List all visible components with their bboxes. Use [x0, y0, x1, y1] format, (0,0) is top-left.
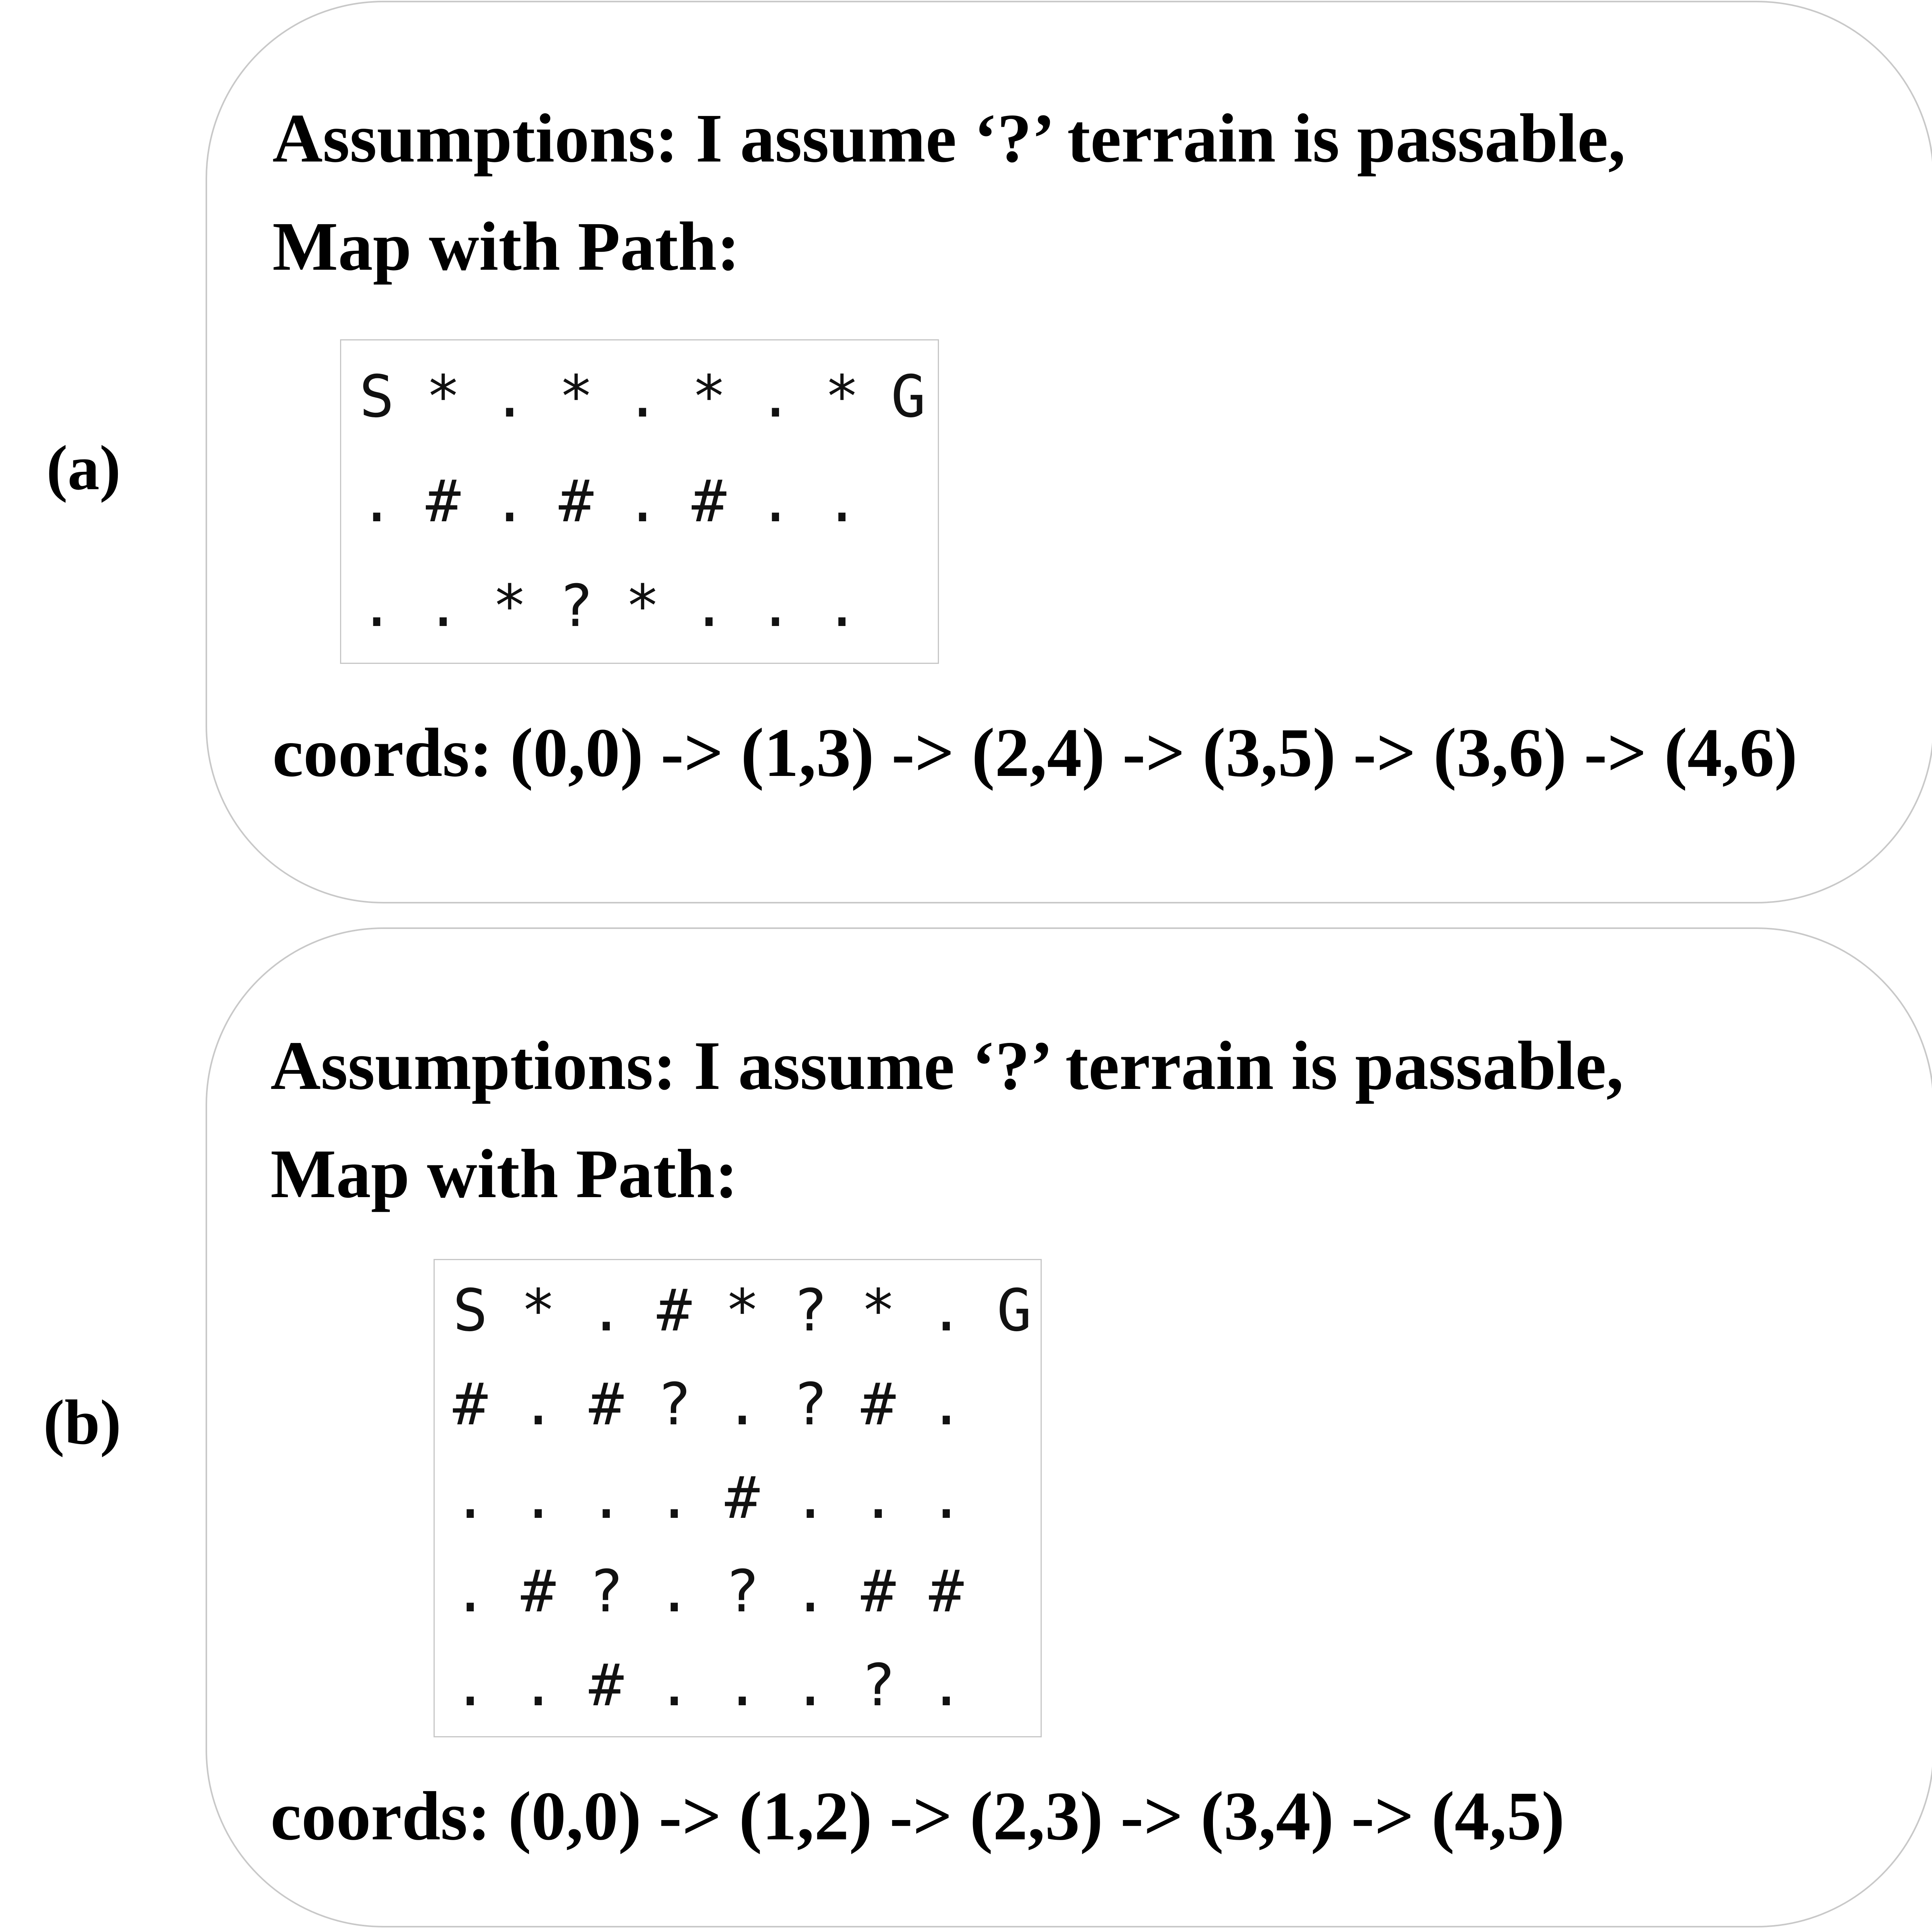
map-cell: . [656, 1558, 692, 1625]
map-row [435, 1370, 1041, 1439]
map-cell: * [824, 363, 860, 430]
map-cell: . [691, 573, 727, 640]
map-cell: . [929, 1371, 964, 1438]
map-cell: . [929, 1277, 964, 1344]
map-cell: * [558, 363, 594, 430]
map-cell: # [588, 1371, 624, 1438]
map-row [435, 1276, 1041, 1346]
map-row [435, 1651, 1041, 1720]
map-cell: # [520, 1558, 556, 1625]
map-cell: . [625, 468, 660, 535]
map-cell: . [793, 1465, 828, 1532]
map-cell: . [758, 468, 793, 535]
map-cell: G [997, 1277, 1032, 1344]
map-cell: . [758, 363, 793, 430]
map-cell: S [452, 1277, 488, 1344]
map-cell: # [929, 1558, 964, 1625]
map-cell: . [861, 1465, 896, 1532]
map-cell: . [452, 1652, 488, 1719]
map-row [435, 1557, 1041, 1626]
panel-a-label: (a) [46, 432, 121, 503]
panel-a-coords: coords: (0,0) -> (1,3) -> (2,4) -> (3,5) -> (3,6) -> (4,6) [272, 714, 1798, 791]
map-cell: ? [861, 1652, 896, 1719]
map-cell: . [656, 1652, 692, 1719]
map-cell: ? [793, 1371, 828, 1438]
map-cell: S [359, 363, 395, 430]
map-cell: * [724, 1277, 760, 1344]
map-cell: . [793, 1652, 828, 1719]
map-cell: # [724, 1465, 760, 1532]
map-cell: . [656, 1465, 692, 1532]
map-cell: . [452, 1558, 488, 1625]
map-cell: . [758, 573, 793, 640]
map-row [341, 572, 938, 641]
map-cell: . [425, 573, 461, 640]
map-cell: * [520, 1277, 556, 1344]
map-cell: . [824, 468, 860, 535]
map-row [341, 467, 938, 536]
panel-b-map-heading: Map with Path: [270, 1135, 738, 1212]
panel-b-coords: coords: (0,0) -> (1,2) -> (2,3) -> (3,4) -> (4,5) [270, 1778, 1565, 1854]
map-cell: . [452, 1465, 488, 1532]
map-cell: # [861, 1371, 896, 1438]
map-cell: . [492, 468, 527, 535]
map-cell: . [929, 1652, 964, 1719]
map-cell: G [891, 363, 926, 430]
map-cell: . [492, 363, 527, 430]
map-cell: # [588, 1652, 624, 1719]
map-cell: # [861, 1558, 896, 1625]
map-cell: . [520, 1371, 556, 1438]
map-cell: # [691, 468, 727, 535]
map-cell: * [425, 363, 461, 430]
map-cell: . [793, 1558, 828, 1625]
map-cell: . [824, 573, 860, 640]
map-cell: . [625, 363, 660, 430]
map-cell: . [724, 1652, 760, 1719]
map-cell: . [359, 573, 395, 640]
map-row [341, 362, 938, 432]
map-cell: ? [656, 1371, 692, 1438]
map-cell: ? [724, 1558, 760, 1625]
map-cell: ? [558, 573, 594, 640]
map-cell: . [520, 1465, 556, 1532]
map-cell: * [625, 573, 660, 640]
map-cell: . [359, 468, 395, 535]
map-cell: . [520, 1652, 556, 1719]
map-cell: . [588, 1277, 624, 1344]
map-cell: * [861, 1277, 896, 1344]
map-cell: # [425, 468, 461, 535]
panel-a-map-heading: Map with Path: [272, 208, 740, 285]
map-cell: . [588, 1465, 624, 1532]
map-cell: * [691, 363, 727, 430]
map-cell: # [558, 468, 594, 535]
map-row [435, 1463, 1041, 1533]
map-cell: # [656, 1277, 692, 1344]
panel-b-label: (b) [43, 1387, 121, 1458]
map-cell: ? [588, 1558, 624, 1625]
map-cell: * [492, 573, 527, 640]
map-cell: . [724, 1371, 760, 1438]
panel-b-map-grid [434, 1259, 1042, 1737]
panel-a-map-grid [340, 339, 939, 664]
map-cell: . [929, 1465, 964, 1532]
map-cell: # [452, 1371, 488, 1438]
map-cell: ? [793, 1277, 828, 1344]
panel-b-assumptions: Assumptions: I assume ‘?’ terrain is passable, [270, 1027, 1624, 1104]
panel-a-assumptions: Assumptions: I assume ‘?’ terrain is passable, [272, 100, 1626, 177]
